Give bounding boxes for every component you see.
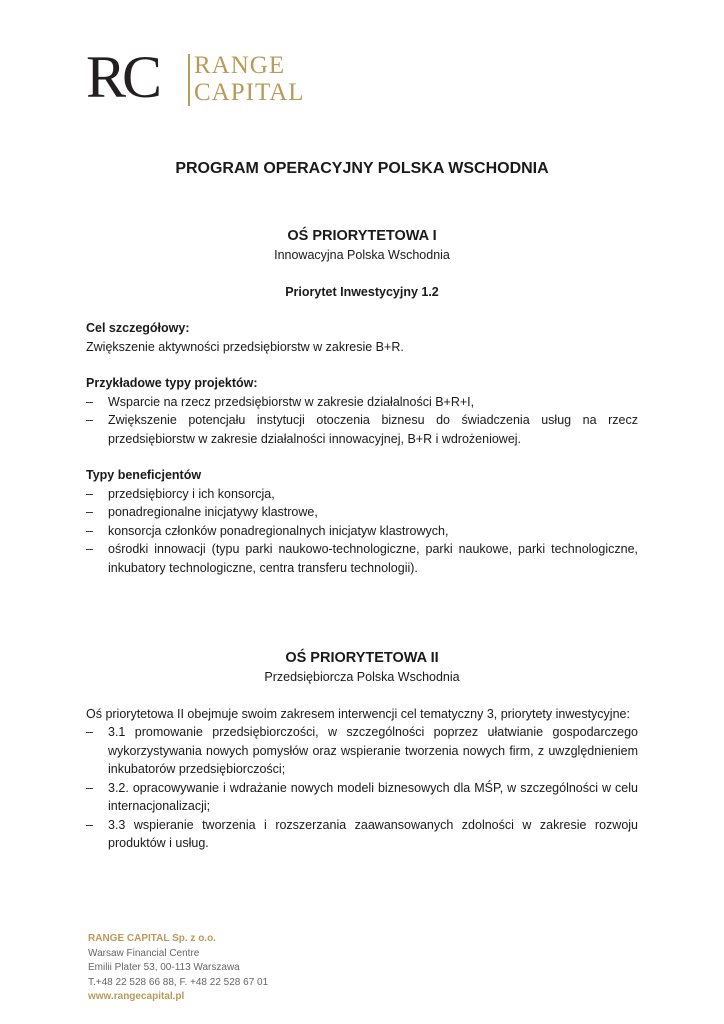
footer-phones: T.+48 22 528 66 88, F. +48 22 528 67 01 <box>88 976 269 988</box>
footer-website[interactable]: www.rangecapital.pl <box>88 991 185 1002</box>
logo-word-capital: CAPITAL <box>194 79 305 106</box>
list-item: – ośrodki innowacji (typu parki naukowo-technologiczne, parki naukowe, parki technologiczne, inkubatory technologiczne, centra transferu technologii). <box>86 540 638 577</box>
axis1-projects-list <box>86 393 638 449</box>
list-item: – konsorcja członków ponadregionalnych inicjatyw klastrowych, <box>86 522 638 541</box>
logo-initials: RC <box>86 44 159 110</box>
priority-axis-1 <box>86 226 638 577</box>
list-item: – ponadregionalne inicjatywy klastrowe, <box>86 503 638 522</box>
footer-building: Warsaw Financial Centre <box>88 947 200 959</box>
axis2-title: OŚ PRIORYTETOWA II <box>285 650 439 666</box>
axis2-subtitle: Przedsiębiorcza Polska Wschodnia <box>264 670 460 684</box>
list-item: – 3.3 wspieranie tworzenia i rozszerzania zaawansowanych zdolności w zakresie rozwoju produktów i usług. <box>86 816 638 853</box>
list-item: – 3.1 promowanie przedsiębiorczości, w szczególności poprzez ułatwianie gospodarczego wykorzystywania nowych pomysłów oraz wspieranie tworzenia nowych firm, z uwzględnieniem inkubatorów przedsiębiorczości; <box>86 723 638 779</box>
axis1-title: OŚ PRIORYTETOWA I <box>287 228 437 244</box>
axis1-goal-text: Zwiększenie aktywności przedsiębiorstw w zakresie B+R. <box>86 339 404 354</box>
axis2-intro: Oś priorytetowa II obejmuje swoim zakresem interwencji cel tematyczny 3, priorytety inwestycyjne: <box>86 706 630 721</box>
axis1-beneficiaries-label: Typy beneficjentów <box>86 468 202 482</box>
footer-address: Emilii Plater 53, 00-113 Warszawa <box>88 962 240 973</box>
footer-contact <box>88 932 268 1005</box>
page-title: PROGRAM OPERACYJNY POLSKA WSCHODNIA <box>175 160 549 177</box>
list-item: – 3.2. opracowywanie i wdrażanie nowych modeli biznesowych dla MŚP, w szczególności w celu internacjonalizacji; <box>86 779 638 816</box>
axis1-goal-label: Cel szczegółowy: <box>86 321 190 335</box>
priority-axis-2 <box>86 648 638 853</box>
company-logo <box>86 44 326 110</box>
axis1-beneficiaries-list <box>86 485 638 578</box>
axis1-projects-label: Przykładowe typy projektów: <box>86 376 258 390</box>
axis1-subtitle: Innowacyjna Polska Wschodnia <box>274 248 450 262</box>
list-item: – Zwiększenie potencjału instytucji otoczenia biznesu do świadczenia usług na rzecz przedsiębiorstw w zakresie działalności innowacyjnej, B+R i wdrożeniowej. <box>86 411 638 448</box>
axis2-items-list <box>86 723 638 853</box>
footer-company: RANGE CAPITAL Sp. z o.o. <box>88 933 216 944</box>
logo-word-range: RANGE <box>194 52 286 79</box>
axis1-priority: Priorytet Inwestycyjny 1.2 <box>285 284 439 299</box>
list-item: – przedsiębiorcy i ich konsorcja, <box>86 485 638 504</box>
logo-wordmark <box>194 52 305 106</box>
list-item: – Wsparcie na rzecz przedsiębiorstw w zakresie działalności B+R+I, <box>86 393 638 412</box>
logo-separator <box>188 54 190 106</box>
